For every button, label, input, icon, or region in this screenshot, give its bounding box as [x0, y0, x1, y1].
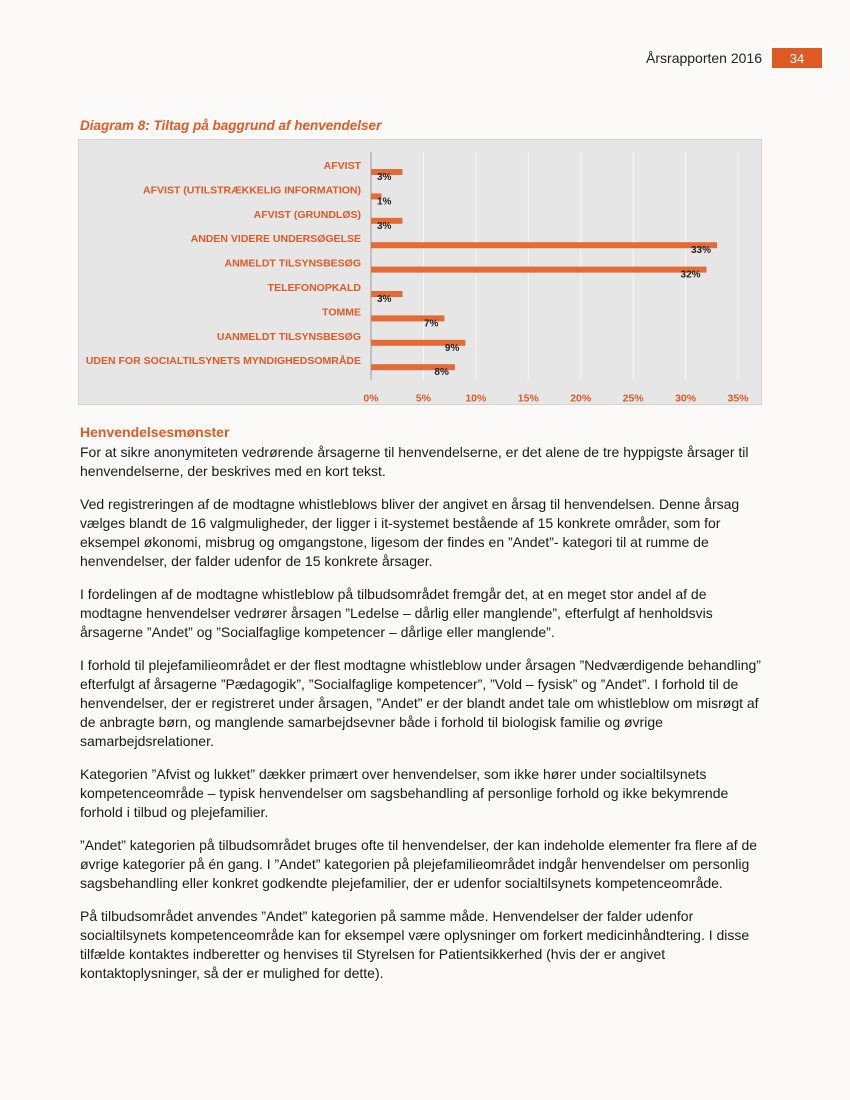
paragraph: Ved registreringen af de modtagne whistleblows bliver der angivet en årsag til henvendelsen. Denne årsag vælges blandt de 16 valgmuligheder, der ligger i it-systemet bestående af 15 konkrete områder, som for eksempel økonomi, misbrug og omgangstone, ligesom der findes en ”Andet”- kategori til at rumme de henvendelser, der falder udenfor de 15 konkrete årsager.	[80, 496, 740, 569]
category-label: AFVIST (GRUNDLØS)	[253, 208, 361, 221]
x-tick-label: 0%	[363, 392, 379, 405]
x-tick-label: 35%	[727, 392, 749, 405]
category-label: UANMELDT TILSYNSBESØG	[216, 330, 361, 343]
category-label: AFVIST (UTILSTRÆKKELIG INFORMATION)	[143, 184, 361, 197]
running-header-title: Årsrapporten 2016	[646, 50, 762, 66]
x-tick-label: 5%	[415, 392, 432, 405]
diagram-caption: Diagram 8: Tiltag på baggrund af henvendelser	[80, 118, 382, 133]
paragraph: For at sikre anonymiteten vedrørende årsagerne til henvendelserne, er det alene de tre hyppigste årsager til henvendelserne, der beskrives med en kort tekst.	[80, 444, 749, 479]
paragraph: Kategorien ”Afvist og lukket” dækker primært over henvendelser, som ikke hører under socialtilsynets kompetenceområde – typisk henvendelser om sagsbehandling af personlige forhold og ikke bekymrende forhold i tilbud og plejefamilier.	[80, 766, 729, 820]
bar	[371, 267, 707, 273]
data-label: 3%	[377, 294, 392, 305]
data-label: 32%	[680, 269, 701, 281]
data-label: 33%	[691, 245, 712, 257]
x-tick-label: 15%	[517, 392, 539, 405]
data-label: 8%	[434, 367, 449, 379]
data-label: 3%	[377, 172, 392, 183]
data-label: 1%	[377, 196, 392, 208]
x-tick-label: 30%	[675, 392, 697, 405]
paragraph: I forhold til plejefamilieområdet er der flest modtagne whistleblow under årsagen ”Nedværdigende behandling” efterfulgt af årsagerne ”Pædagogik”, ”Socialfaglige kompetencer”, ”Vold – fysisk” og ”Andet”. I forhold til de henvendelser, der er registreret under årsagen, ”Andet” er der blandt andet tale om whistleblow om misrøgt af de anbragte børn, og manglende samarbejdsevner både i forhold til biologisk familie og øvrige samarbejdsrelationer.	[80, 657, 761, 749]
x-tick-label: 20%	[570, 392, 592, 405]
bar	[371, 242, 717, 248]
page-number-badge: 34	[772, 48, 822, 68]
paragraph: ”Andet” kategorien på tilbudsområdet bruges ofte til henvendelser, der kan indeholde elementer fra flere af de øvrige kategorier på én gang. I ”Andet” kategorien på plejefamilieområdet indgår henvendelser om personlig sagsbehandling eller konkret godkendte plejefamilier, der er udenfor socialtilsynets kompetenceområde.	[80, 837, 758, 891]
paragraph: I fordelingen af de modtagne whistleblow på tilbudsområdet fremgår det, at en meget stor andel af de modtagne henvendelser vedrører årsagen ”Ledelse – dårlig eller manglende”, efterfulgt af henholdsvis årsagerne ”Andet” og ”Socialfaglige kompetencer – dårlige eller manglende”.	[80, 586, 713, 640]
bar-chart	[78, 139, 762, 405]
category-label: ANMELDT TILSYNSBESØG	[224, 257, 361, 270]
category-label: ANDEN VIDERE UNDERSØGELSE	[190, 233, 361, 246]
data-label: 7%	[423, 318, 439, 330]
category-label: AFVIST	[323, 160, 361, 172]
x-tick-label: 25%	[622, 392, 644, 405]
paragraph: På tilbudsområdet anvendes ”Andet” kategorien på samme måde. Henvendelser der falder udenfor socialtilsynets kompetenceområde kan for eksempel være oplysninger om forkert medicinhåndtering. I disse tilfælde kontaktes indberetter og henvises til Styrelsen for Patientsikkerhed (hvis der er angivet kontaktoplysninger, så der er mulighed for dette).	[80, 908, 750, 981]
category-label: UDEN FOR SOCIALTILSYNETS MYNDIGHEDSOMRÅDE	[85, 355, 361, 368]
category-label: TOMME	[322, 306, 361, 319]
data-label: 3%	[377, 220, 392, 232]
body-content	[80, 424, 772, 997]
data-label: 9%	[444, 342, 460, 354]
section-title: Henvendelsesmønster	[80, 424, 230, 440]
chart-canvas	[79, 140, 763, 406]
x-tick-label: 10%	[465, 392, 487, 405]
category-label: TELEFONOPKALD	[267, 282, 361, 294]
